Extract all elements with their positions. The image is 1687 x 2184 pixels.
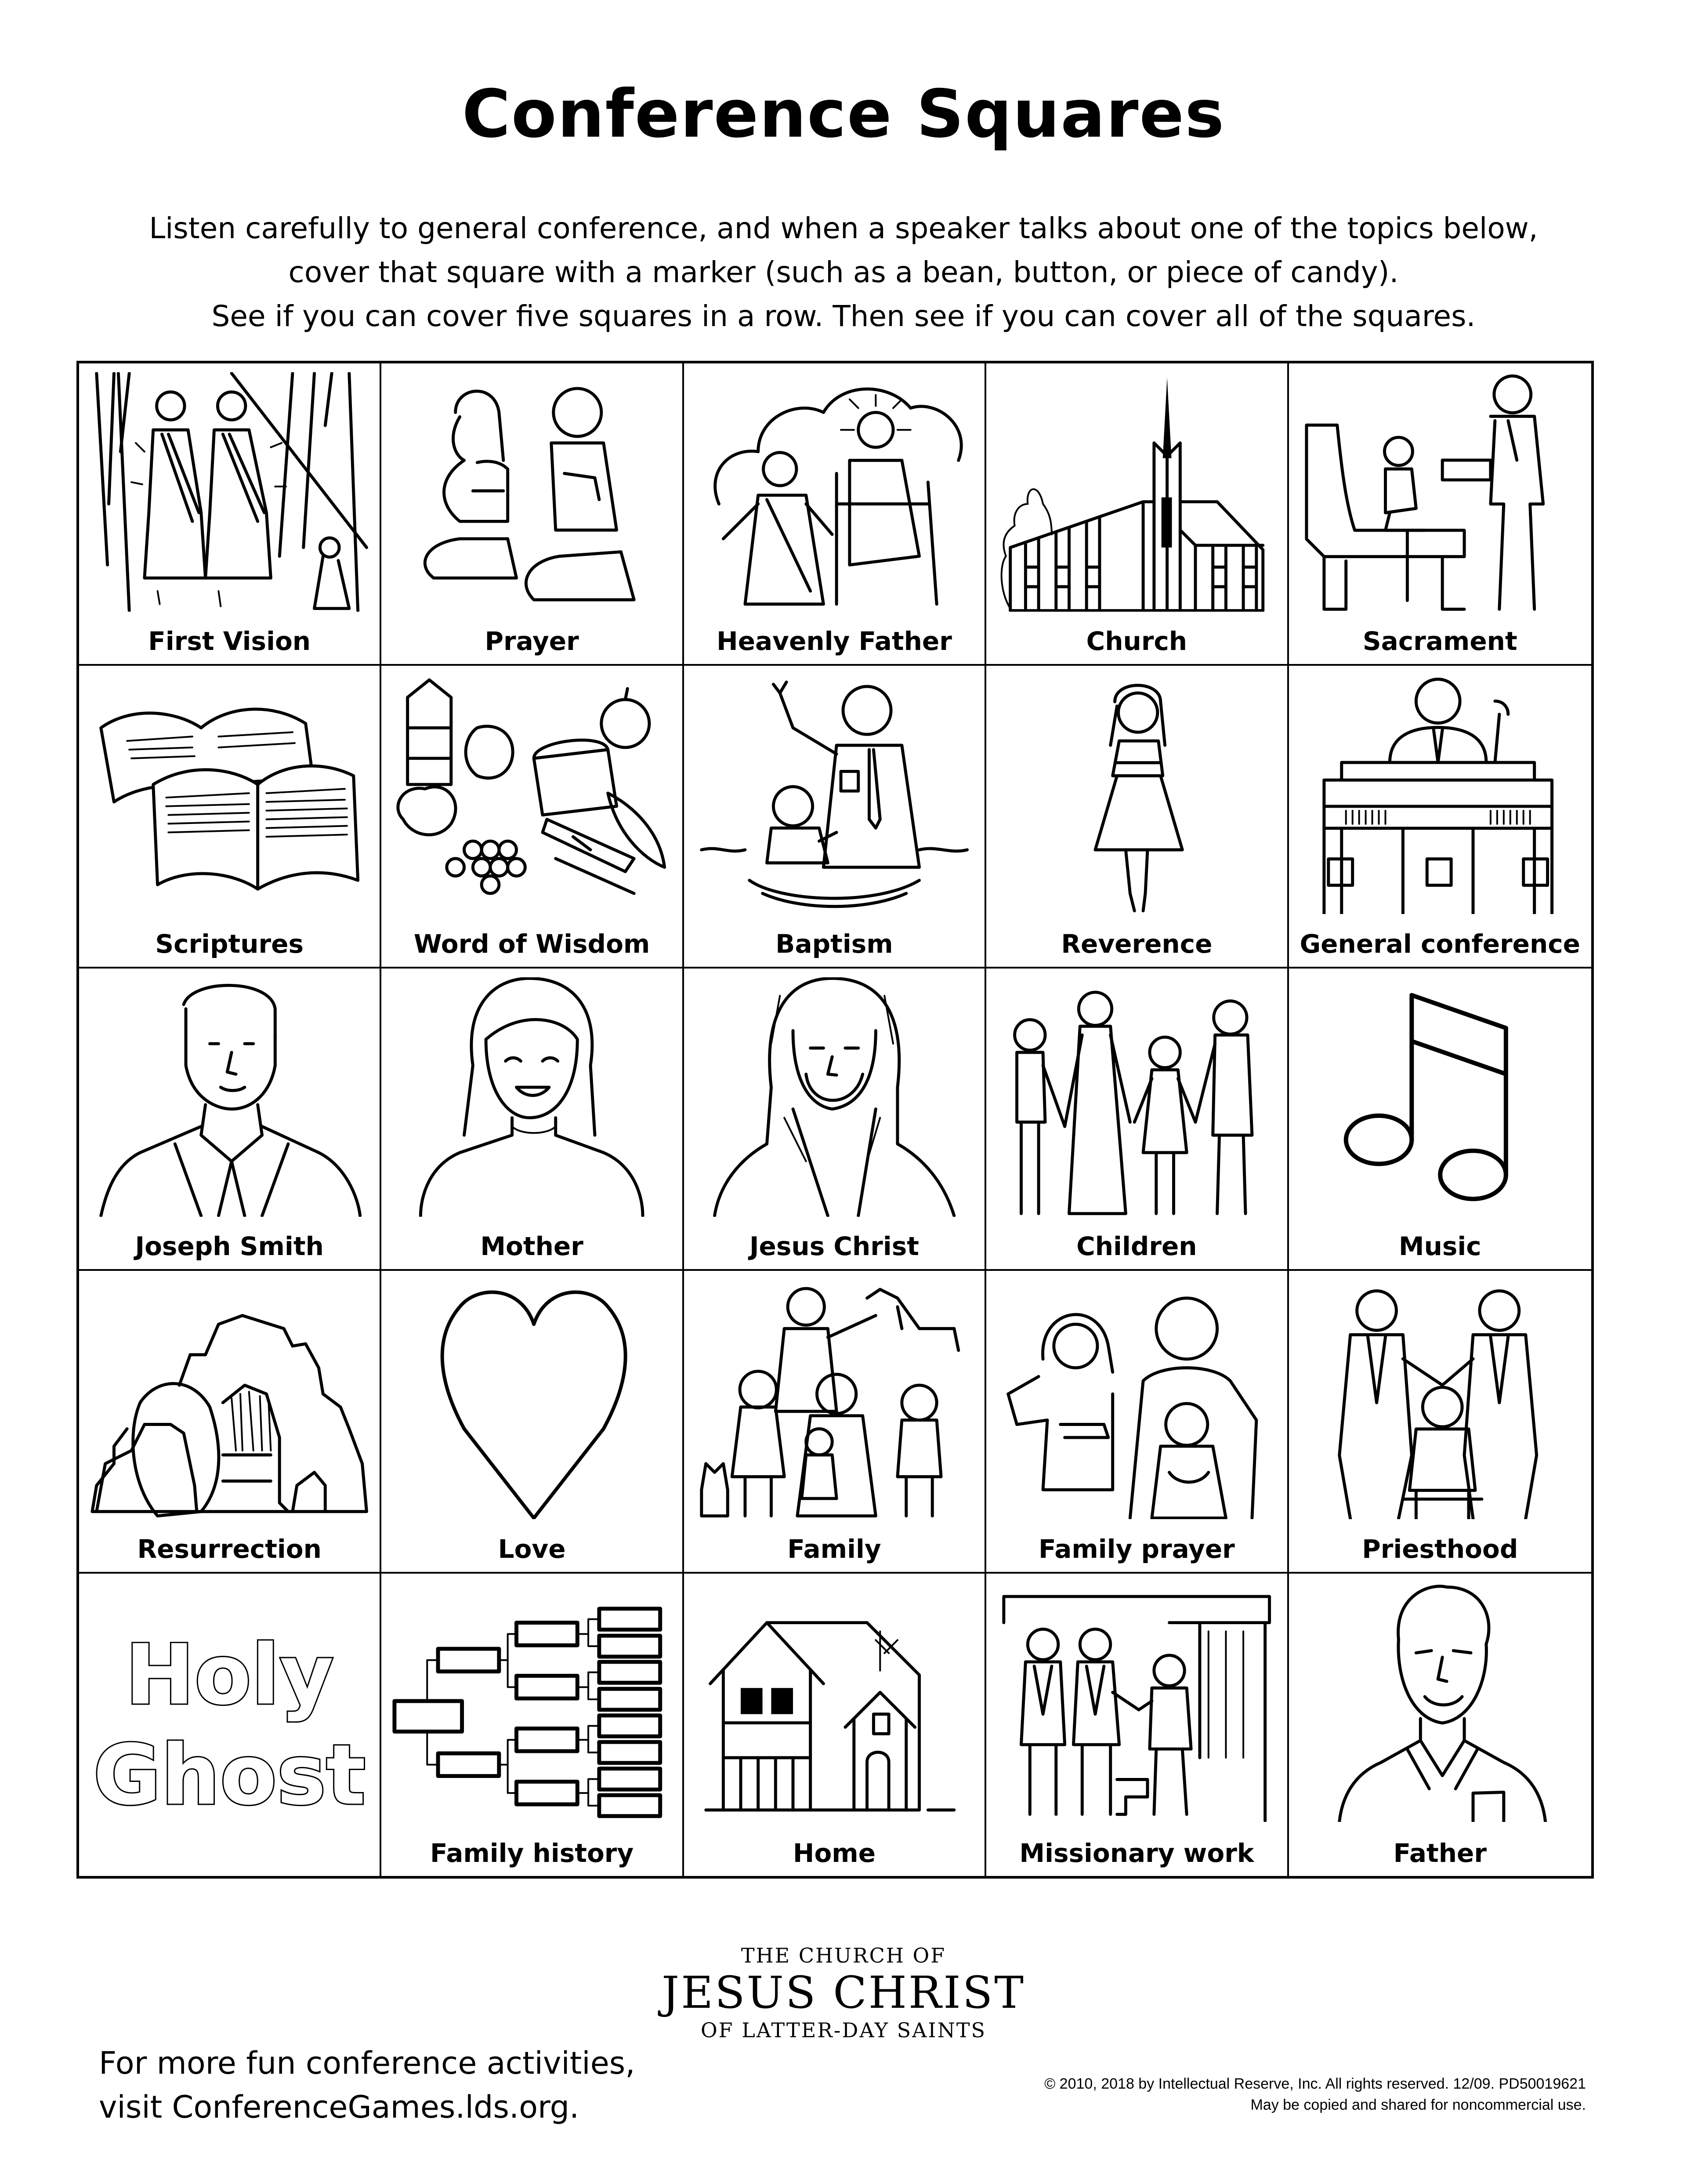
first-vision-illustration <box>88 372 371 612</box>
square-label: Father <box>1393 1838 1487 1868</box>
square-label: Church <box>1086 626 1187 657</box>
square-missionary-work[interactable] <box>986 1574 1289 1876</box>
pedigree-chart-icon <box>390 1582 673 1822</box>
house-illustration <box>693 1582 976 1822</box>
baptism-illustration <box>693 675 976 914</box>
square-label: Family prayer <box>1039 1534 1235 1564</box>
square-label: Reverence <box>1061 929 1213 959</box>
family-prayer-illustration <box>995 1280 1278 1519</box>
square-label: Baptism <box>775 929 893 959</box>
scriptures-books-illustration <box>88 675 371 914</box>
logo-line-1: THE CHURCH OF <box>741 1944 946 1967</box>
family-group-illustration <box>693 1280 976 1519</box>
square-label: Resurrection <box>137 1534 322 1564</box>
square-label: Priesthood <box>1362 1534 1518 1564</box>
heart-icon <box>390 1280 673 1519</box>
copyright-line-1: © 2010, 2018 by Intellectual Reserve, Inc. All rights reserved. 12/09. PD50019621 <box>1044 2075 1586 2092</box>
prayer-illustration <box>390 372 673 612</box>
square-label: Music <box>1398 1231 1481 1262</box>
square-baptism[interactable] <box>684 666 986 968</box>
square-label: Mother <box>480 1231 583 1262</box>
square-family-prayer[interactable] <box>986 1271 1289 1573</box>
square-mother[interactable] <box>381 969 684 1271</box>
square-general-conference[interactable] <box>1289 666 1591 968</box>
square-children[interactable] <box>986 969 1289 1271</box>
holy-ghost-word-2: Ghost <box>93 1727 366 1824</box>
square-priesthood[interactable] <box>1289 1271 1591 1573</box>
music-note-icon <box>1298 977 1582 1217</box>
joseph-smith-portrait <box>88 977 371 1217</box>
healthy-food-illustration <box>390 675 673 914</box>
priesthood-blessing-illustration <box>1298 1280 1582 1519</box>
more-activities-note <box>99 2041 635 2129</box>
square-label: Scriptures <box>155 929 304 959</box>
more-activities-line-1: For more fun conference activities, <box>99 2045 635 2081</box>
more-activities-line-2: visit ConferenceGames.lds.org. <box>99 2089 579 2125</box>
logo-line-3: OF LATTER-DAY SAINTS <box>700 2018 987 2042</box>
church-building-illustration <box>995 372 1278 612</box>
church-logo <box>0 1942 1687 2043</box>
square-heavenly-father[interactable] <box>684 363 986 666</box>
father-portrait <box>1298 1582 1582 1822</box>
copyright-line-2: May be copied and shared for noncommercial use. <box>1250 2097 1586 2113</box>
heavenly-father-illustration <box>693 372 976 612</box>
square-music[interactable] <box>1289 969 1591 1271</box>
square-label: First Vision <box>148 626 311 657</box>
square-label: Family <box>787 1534 881 1564</box>
square-label: Joseph Smith <box>135 1231 324 1262</box>
square-first-vision[interactable] <box>79 363 381 666</box>
instructions-line-3: See if you can cover five squares in a row. Then see if you can cover all of the squares. <box>211 299 1476 333</box>
square-label: Love <box>498 1534 566 1564</box>
square-label: Jesus Christ <box>749 1231 920 1262</box>
conference-pulpit-illustration <box>1298 675 1582 914</box>
square-prayer[interactable] <box>381 363 684 666</box>
holy-ghost-outline-text <box>88 1626 371 1828</box>
square-sacrament[interactable] <box>1289 363 1591 666</box>
mother-portrait <box>390 977 673 1217</box>
jesus-christ-portrait <box>693 977 976 1217</box>
instructions <box>0 207 1687 338</box>
square-label: General conference <box>1300 929 1581 959</box>
square-label: Heavenly Father <box>717 626 952 657</box>
instructions-line-1: Listen carefully to general conference, and when a speaker talks about one of the topics below, <box>149 211 1538 245</box>
square-reverence[interactable] <box>986 666 1289 968</box>
square-label: Missionary work <box>1019 1838 1254 1868</box>
children-holding-hands-illustration <box>995 977 1278 1217</box>
square-label: Children <box>1076 1231 1197 1262</box>
square-jesus-christ[interactable] <box>684 969 986 1271</box>
square-label: Home <box>793 1838 876 1868</box>
instructions-line-2: cover that square with a marker (such as a bean, button, or piece of candy). <box>288 255 1399 289</box>
square-holy-ghost[interactable] <box>79 1574 381 1876</box>
square-resurrection[interactable] <box>79 1271 381 1573</box>
bingo-grid <box>76 361 1594 1879</box>
missionaries-illustration <box>995 1582 1278 1822</box>
sacrament-illustration <box>1298 372 1582 612</box>
holy-ghost-word-1: Holy <box>125 1627 334 1723</box>
empty-tomb-illustration <box>88 1280 371 1519</box>
square-label: Sacrament <box>1362 626 1517 657</box>
square-family[interactable] <box>684 1271 986 1573</box>
square-label: Prayer <box>485 626 579 657</box>
square-home[interactable] <box>684 1574 986 1876</box>
square-father[interactable] <box>1289 1574 1591 1876</box>
square-family-history[interactable] <box>381 1574 684 1876</box>
reverent-girl-illustration <box>995 675 1278 914</box>
square-love[interactable] <box>381 1271 684 1573</box>
square-church[interactable] <box>986 363 1289 666</box>
page-title: Conference Squares <box>462 76 1225 152</box>
square-joseph-smith[interactable] <box>79 969 381 1271</box>
square-label: Word of Wisdom <box>413 929 650 959</box>
copyright-notice <box>1044 2073 1586 2115</box>
square-word-of-wisdom[interactable] <box>381 666 684 968</box>
square-label: Family history <box>430 1838 634 1868</box>
square-scriptures[interactable] <box>79 666 381 968</box>
logo-line-2: JESUS CHRIST <box>662 1967 1025 2018</box>
